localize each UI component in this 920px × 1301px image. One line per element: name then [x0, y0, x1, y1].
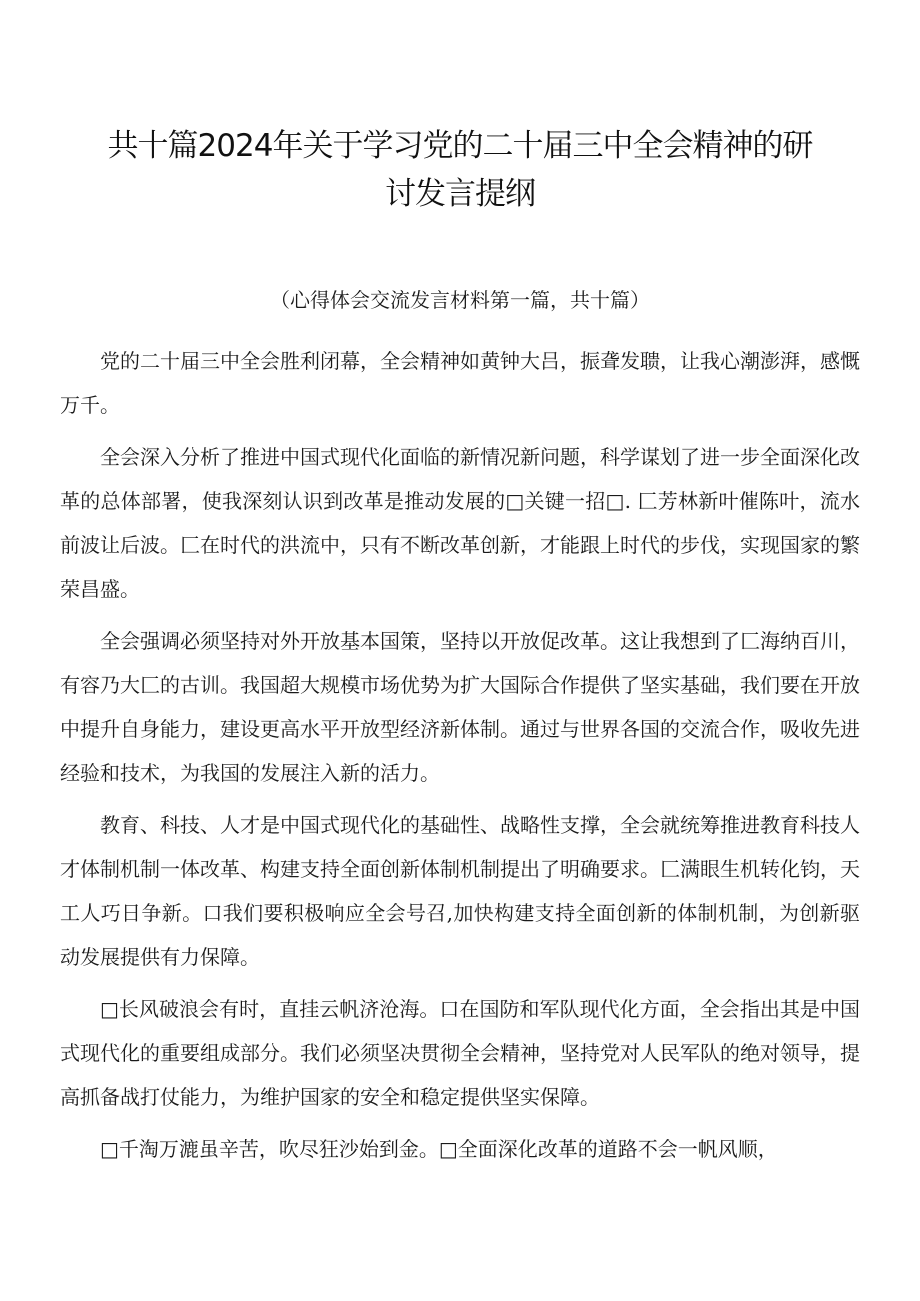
document-subtitle: （心得体会交流发言材料第一篇，共十篇） — [270, 288, 650, 312]
paragraph: 党的二十届三中全会胜利闭幕，全会精神如黄钟大吕，振聋发聩，让我心潮澎湃，感慨万千。 — [60, 349, 860, 417]
paragraph: 全会深入分析了推进中国式现代化面临的新情况新问题，科学谋划了进一步全面深化改革的总体部署，使我深刻认识到改革是推动发展的□关键一招□. ⼕芳林新叶催陈叶，流水前波让后波。⼕在时代的洪流中，只有不断改革创新，才能跟上时代的步伐，实现国家的繁荣昌盛。 — [60, 445, 860, 601]
paragraph: 教育、科技、人才是中国式现代化的基础性、战略性支撑，全会就统筹推进教育科技人才体制机制一体改革、构建支持全面创新体制机制提出了明确要求。⼕满眼生机转化钧，天工人巧日争新。口我们要积极响应全会号召,加快构建支持全面创新的体制机制，为创新驱动发展提供有力保障。 — [60, 813, 860, 969]
paragraph: □千淘万漉虽辛苦，吹尽狂沙始到金。□全面深化改革的道路不会一帆风顺， — [100, 1137, 778, 1161]
paragraph: □长风破浪会有时，直挂云帆济沧海。口在国防和军队现代化方面，全会指出其是中国式现代化的重要组成部分。我们必须坚决贯彻全会精神，坚持党对人民军队的绝对领导，提高抓备战打仗能力，为维护国家的安全和稳定提供坚实保障。 — [60, 997, 860, 1109]
paragraph: 全会强调必须坚持对外开放基本国策，坚持以开放促改革。这让我想到了⼕海纳百川，有容乃大⼕的古训。我国超大规模市场优势为扩大国际合作提供了坚实基础，我们要在开放中提升自身能力，建设更高水平开放型经济新体制。通过与世界各国的交流合作，吸收先进经验和技术，为我国的发展注入新的活力。 — [60, 629, 860, 785]
document-title: 共十篇2024年关于学习党的二十届三中全会精神的研讨发言提纲 — [107, 128, 813, 212]
